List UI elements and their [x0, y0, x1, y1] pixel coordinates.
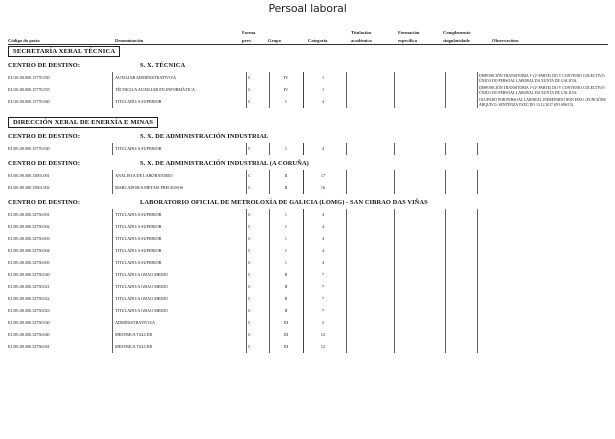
cell-forma-prev: C	[248, 248, 251, 253]
cell-forma-prev: C	[248, 296, 251, 301]
column-header-titulacion-line2: académica	[351, 38, 372, 43]
cell-denominacion: TITULADO/A SUPERIOR	[115, 236, 162, 241]
column-header-complemento-line1: Complemento	[443, 30, 471, 35]
cell-forma-prev: C	[248, 212, 251, 217]
cell-denominacion: TITULADO/A SUPERIOR	[115, 260, 162, 265]
column-separator	[246, 209, 247, 353]
column-separator	[445, 170, 446, 194]
cell-categoria: 1	[321, 87, 325, 92]
cell-codigo: EI.101.00.000.15770.560	[8, 99, 50, 104]
cell-denominacion: TITULADO/A GRAO MEDIO	[115, 284, 168, 289]
cell-categoria: 1	[321, 75, 325, 80]
centro-destino-value: S. X. TÉCNICA	[140, 62, 186, 69]
cell-forma-prev: C	[248, 332, 251, 337]
cell-observacions: OCUPADO POR PERSOAL LABORAL INDEFINIDO NON FIXO. (FUNCIÓNS ARQUIVO, SENTENZA TSXG DO 13.12.2017 (PO 686/15).	[479, 98, 606, 107]
column-separator	[394, 209, 395, 353]
column-header-forma-prev-line1: Forma	[242, 30, 256, 35]
cell-forma-prev: C	[248, 224, 251, 229]
centro-destino-label: CENTRO DE DESTINO:	[8, 160, 81, 167]
cell-categoria: 12	[320, 344, 326, 349]
column-separator	[246, 170, 247, 194]
cell-forma-prev: C	[248, 272, 251, 277]
cell-forma-prev: C	[248, 236, 251, 241]
cell-grupo: I	[285, 248, 287, 253]
cell-denominacion: TÉCNICO/A AUXILIAR EN INFORMÁTICA	[115, 87, 195, 92]
table-row[interactable]	[0, 341, 615, 353]
column-header-titulacion-line1: Titulación	[351, 30, 372, 35]
column-separator	[477, 143, 478, 155]
cell-categoria: 4	[321, 260, 325, 265]
cell-denominacion: TITULADO/A SUPERIOR	[115, 212, 162, 217]
cell-denominacion: TITULADO/A GRAO MEDIO	[115, 308, 168, 313]
cell-denominacion: TITULADO/A SUPERIOR	[115, 99, 162, 104]
column-separator	[303, 170, 304, 194]
cell-codigo: EI.301.00.300.15001.002	[8, 185, 50, 190]
table-row[interactable]	[0, 245, 615, 257]
cell-denominacion: TITULADO/A SUPERIOR	[115, 224, 162, 229]
cell-categoria: 7	[321, 284, 325, 289]
cell-codigo: EI.301.00.300.15001.001	[8, 173, 50, 178]
column-separator	[477, 209, 478, 353]
cell-categoria: 7	[321, 308, 325, 313]
cell-denominacion: TITULADO/A GRAO MEDIO	[115, 272, 168, 277]
column-separator	[445, 209, 446, 353]
cell-grupo: III	[283, 332, 289, 337]
table-row[interactable]	[0, 170, 615, 182]
centro-destino-value: LABORATORIO OFICIAL DE METROLOXÍA DE GALICIA (LOMG) - SAN CIBRAO DAS VIÑAS	[140, 199, 428, 206]
cell-grupo: II	[284, 173, 288, 178]
cell-grupo: III	[283, 344, 289, 349]
table-row[interactable]	[0, 233, 615, 245]
cell-codigo: EI.301.00.300.32750.002	[8, 224, 50, 229]
cell-codigo: EI.301.00.300.32750.022	[8, 296, 50, 301]
cell-denominacion: AUXILIAR ADMINISTRATIVO/A	[115, 75, 177, 80]
cell-categoria: 2	[321, 320, 325, 325]
column-separator	[346, 209, 347, 353]
section-title-box: SECRETARÍA XERAL TÉCNICA	[8, 46, 120, 57]
cell-forma-prev: C	[248, 308, 251, 313]
column-separator	[445, 143, 446, 155]
column-header-complemento-line2: singularidade	[443, 38, 470, 43]
cell-categoria: 12	[320, 332, 326, 337]
cell-denominacion: MESTRE/A TALLER	[115, 344, 153, 349]
column-separator	[269, 143, 270, 155]
cell-categoria: 7	[321, 272, 325, 277]
column-separator	[346, 143, 347, 155]
cell-forma-prev: C	[248, 87, 251, 92]
cell-codigo: EI.301.00.300.32750.023	[8, 308, 50, 313]
page-title: Persoal laboral	[268, 2, 347, 15]
cell-grupo: I	[285, 99, 287, 104]
cell-denominacion: TITULADO/A SUPERIOR	[115, 248, 162, 253]
cell-observacions: DISPOSICIÓN TRANSITORIA 1ª (2ª PARTE) DO V CONVENIO COLECTIVO ÚNICO DO PERSOAL LABORAL DA XUNTA DE GALICIA.	[479, 74, 605, 83]
cell-forma-prev: C	[248, 173, 251, 178]
column-separator	[477, 170, 478, 194]
column-separator	[269, 170, 270, 194]
column-header-observacions: Observacións	[492, 38, 519, 43]
cell-grupo: II	[284, 296, 288, 301]
cell-forma-prev: C	[248, 284, 251, 289]
cell-grupo: I	[285, 236, 287, 241]
cell-grupo: I	[285, 146, 287, 151]
column-separator	[112, 209, 113, 353]
cell-categoria: 4	[321, 99, 325, 104]
cell-codigo: EI.301.00.300.32750.001	[8, 212, 50, 217]
cell-grupo: I	[285, 224, 287, 229]
cell-grupo: II	[284, 308, 288, 313]
table-row[interactable]	[0, 269, 615, 281]
cell-forma-prev: C	[248, 99, 251, 104]
column-separator	[269, 72, 270, 108]
cell-codigo: EI.301.00.300.32750.020	[8, 272, 50, 277]
centro-destino-value: S. X. DE ADMINISTRACIÓN INDUSTRIAL (A CORUÑA)	[140, 160, 309, 167]
centro-destino-label: CENTRO DE DESTINO:	[8, 62, 81, 69]
column-separator	[246, 143, 247, 155]
column-header-formacion-line1: Formación	[398, 30, 420, 35]
cell-categoria: 7	[321, 296, 325, 301]
cell-codigo: EI.101.00.000.15770.550	[8, 75, 50, 80]
column-separator	[346, 170, 347, 194]
cell-forma-prev: C	[248, 320, 251, 325]
cell-categoria: 4	[321, 236, 325, 241]
cell-denominacion: TITULADO/A GRAO MEDIO	[115, 296, 168, 301]
centro-destino-label: CENTRO DE DESTINO:	[8, 199, 81, 206]
cell-categoria: 4	[321, 224, 325, 229]
column-separator	[394, 143, 395, 155]
column-header-codigo: Código do posto	[8, 38, 40, 43]
cell-codigo: EI.101.00.000.15770.555	[8, 87, 50, 92]
table-row[interactable]	[0, 281, 615, 293]
cell-forma-prev: C	[248, 344, 251, 349]
cell-codigo: EI.301.00.300.32750.041	[8, 344, 50, 349]
column-separator	[246, 72, 247, 108]
table-row[interactable]	[0, 221, 615, 233]
cell-observacions: DISPOSICIÓN TRANSITORIA 1ª (2ª PARTE) DO V CONVENIO COLECTIVO ÚNICO DO PERSOAL LABORAL DA XUNTA DE GALICIA.	[479, 86, 605, 95]
column-separator	[477, 72, 478, 108]
column-separator	[346, 72, 347, 108]
column-header-formacion-line2: específica	[398, 38, 417, 43]
column-separator	[394, 170, 395, 194]
cell-codigo: EI.301.00.000.15770.050	[8, 146, 50, 151]
cell-denominacion: TITULADO/A SUPERIOR	[115, 146, 162, 151]
cell-grupo: II	[284, 284, 288, 289]
column-separator	[445, 72, 446, 108]
column-header-forma-prev-line2: prev.	[242, 38, 252, 43]
cell-codigo: EI.301.00.300.32750.030	[8, 320, 50, 325]
cell-denominacion: ANALISTA DE LABORATORIO	[115, 173, 173, 178]
cell-codigo: EI.301.00.300.32750.004	[8, 248, 50, 253]
column-separator	[303, 72, 304, 108]
cell-denominacion: ADMINISTRATIVO/A	[115, 320, 156, 325]
cell-forma-prev: C	[248, 146, 251, 151]
column-separator	[112, 143, 113, 155]
table-row[interactable]	[0, 293, 615, 305]
cell-grupo: II	[284, 185, 288, 190]
column-separator	[112, 72, 113, 108]
table-row[interactable]	[0, 182, 615, 194]
centro-destino-label: CENTRO DE DESTINO:	[8, 133, 81, 140]
column-headers	[0, 20, 615, 44]
cell-categoria: 4	[321, 146, 325, 151]
column-header-denominacion: Denominación	[115, 38, 144, 43]
cell-forma-prev: C	[248, 75, 251, 80]
cell-forma-prev: C	[248, 260, 251, 265]
cell-categoria: 4	[321, 248, 325, 253]
cell-denominacion: MESTRE/A TALLER	[115, 332, 153, 337]
column-separator	[112, 170, 113, 194]
cell-codigo: EI.301.00.300.32750.003	[8, 236, 50, 241]
cell-categoria: 16	[320, 185, 326, 190]
section-title-box: DIRECCIÓN XERAL DE ENERXÍA E MINAS	[8, 117, 158, 128]
table-row[interactable]	[0, 143, 615, 155]
table-row[interactable]	[0, 329, 615, 341]
cell-codigo: EI.301.00.300.32750.021	[8, 284, 50, 289]
cell-categoria: 17	[320, 173, 326, 178]
cell-grupo: II	[284, 272, 288, 277]
cell-grupo: III	[283, 320, 289, 325]
centro-destino-value: S. X. DE ADMINISTRACIÓN INDUSTRIAL	[140, 133, 269, 140]
table-row[interactable]	[0, 305, 615, 317]
cell-codigo: EI.301.00.300.32750.005	[8, 260, 50, 265]
cell-codigo: EI.301.00.300.32750.040	[8, 332, 50, 337]
table-row[interactable]	[0, 317, 615, 329]
column-separator	[269, 209, 270, 353]
cell-denominacion: MARCADOR/A METAIS PRECIOSOS	[115, 185, 184, 190]
table-row[interactable]	[0, 257, 615, 269]
column-separator	[303, 209, 304, 353]
cell-forma-prev: C	[248, 185, 251, 190]
cell-grupo: IV	[283, 87, 289, 92]
table-row[interactable]	[0, 209, 615, 221]
column-header-grupo: Grupo	[268, 38, 282, 43]
cell-grupo: I	[285, 212, 287, 217]
cell-grupo: I	[285, 260, 287, 265]
cell-grupo: IV	[283, 75, 289, 80]
cell-categoria: 4	[321, 212, 325, 217]
column-header-categoria: Categoría	[308, 38, 328, 43]
header-rule	[8, 44, 608, 45]
column-separator	[394, 72, 395, 108]
column-separator	[303, 143, 304, 155]
